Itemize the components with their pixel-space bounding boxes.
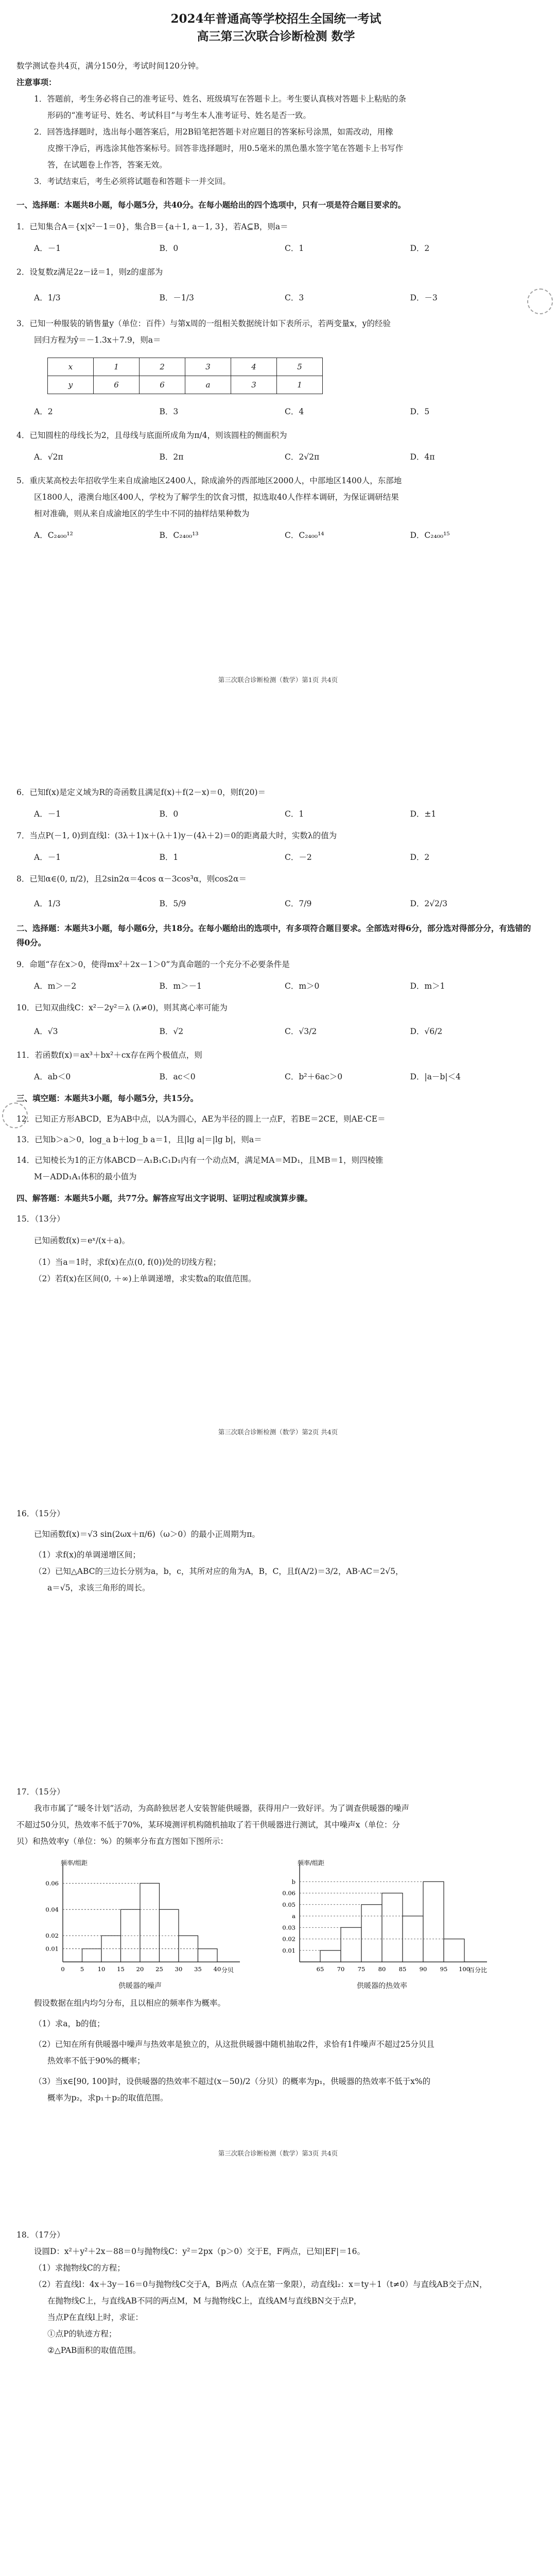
x-tick-label: 5 bbox=[80, 1965, 84, 1973]
question-8-options bbox=[34, 896, 535, 911]
page-footer: 第三次联合诊断检测（数学）第2页 共4页 bbox=[218, 1428, 338, 1436]
efficiency-histogram-svg bbox=[269, 1859, 495, 1977]
option: A．－1 bbox=[34, 244, 61, 253]
option: B．0 bbox=[159, 809, 179, 819]
note-2b: 皮擦干净后，再选涂其他答案标号。回答非选择题时，用0.5毫米的黑色墨水签字笔在答题卡上书写作 bbox=[47, 144, 404, 153]
question-11-options bbox=[34, 1070, 535, 1084]
option: B．－1/3 bbox=[159, 293, 194, 302]
option: A．√3 bbox=[34, 1027, 58, 1036]
option: A．－1 bbox=[34, 853, 61, 862]
question-17-part-3-cont: 概率为p₂，求p₁＋p₂的取值范围。 bbox=[47, 2093, 168, 2103]
x-axis-label: 分贝 bbox=[221, 1967, 234, 1974]
sales-data-table bbox=[47, 358, 323, 394]
y-tick-label: 0.06 bbox=[282, 1889, 296, 1897]
histogram-pair bbox=[32, 1859, 535, 1991]
x-tick-label: 40 bbox=[213, 1965, 221, 1973]
histogram-bar bbox=[444, 1939, 464, 1962]
table-cell: 1 bbox=[277, 376, 323, 394]
table-cell: 6 bbox=[140, 376, 185, 394]
table-cell: 1 bbox=[94, 358, 140, 376]
option: D．4π bbox=[410, 452, 435, 462]
option: A．√2π bbox=[34, 452, 63, 462]
option: B．m＞－1 bbox=[159, 981, 202, 991]
question-17-head: 17．（15分） bbox=[16, 1787, 65, 1797]
x-tick-label: 65 bbox=[316, 1965, 324, 1973]
section-3-heading: 三、填空题：本题共3小题，每小题5分，共15分。 bbox=[16, 1093, 199, 1103]
histogram-bar bbox=[82, 1949, 102, 1962]
y-tick-label: 0.04 bbox=[45, 1906, 59, 1913]
question-12: 12．已知正方形ABCD，E为AB中点，以A为圆心，AE为半径的圆上一点F，若BE＝2CE，则AE·CE＝ bbox=[16, 1114, 386, 1124]
question-7-options bbox=[34, 850, 535, 865]
question-17-stem-cont: 不超过50分贝，热效率不低于70%，某环境测评机构随机抽取了若干供暖器进行测试，其中噪声x（单位：分 bbox=[16, 1820, 400, 1829]
note-1b: 形码的“准考证号、姓名、考试科目”与考生本人准考证号、姓名是否一致。 bbox=[47, 111, 311, 120]
table-cell: 6 bbox=[94, 376, 140, 394]
option: D．2√2/3 bbox=[410, 899, 448, 908]
x-tick-label: 10 bbox=[97, 1965, 106, 1973]
efficiency-histogram bbox=[269, 1859, 495, 1991]
x-tick-label: 25 bbox=[155, 1965, 163, 1973]
question-18-part-2-cont2: 当点P在直线l上时，求证： bbox=[47, 2313, 143, 2322]
table-cell: 5 bbox=[277, 358, 323, 376]
question-16-stem: 已知函数f(x)＝√3 sin(2ωx＋π/6)（ω＞0）的最小正周期为π。 bbox=[34, 1530, 260, 1539]
question-11: 11．若函数f(x)＝ax³＋bx²＋cx存在两个极值点，则 bbox=[16, 1050, 202, 1060]
question-18-head: 18．（17分） bbox=[16, 2230, 65, 2240]
notes-label: 注意事项： bbox=[16, 77, 57, 87]
question-18-part-2-cont: 在抛物线C上，与直线AB不同的两点M，M 与抛物线C上，直线AM与直线BN交于点P， bbox=[47, 2296, 362, 2306]
option: C．2√2π bbox=[285, 452, 320, 462]
exam-page-4 bbox=[0, 2215, 556, 2576]
noise-histogram bbox=[32, 1859, 248, 1991]
question-9-options bbox=[34, 979, 535, 993]
table-cell: 2 bbox=[140, 358, 185, 376]
exam-subtitle: 高三第三次联合诊断检测 数学 bbox=[197, 29, 355, 43]
option: D．2 bbox=[410, 244, 430, 253]
question-16-head: 16．（15分） bbox=[16, 1509, 65, 1518]
option: C．4 bbox=[285, 407, 304, 416]
x-tick-label: 35 bbox=[194, 1965, 202, 1973]
option: C．m＞0 bbox=[285, 981, 320, 991]
option: B．C₂₄₀₀¹³ bbox=[159, 531, 199, 540]
x-tick-label: 30 bbox=[175, 1965, 183, 1973]
question-17-assumption: 假设数据在组内均匀分布，且以相应的频率作为概率。 bbox=[34, 1998, 226, 2008]
table-cell: 3 bbox=[231, 376, 277, 394]
histogram-bar bbox=[140, 1883, 160, 1962]
section-2-heading: 二、选择题：本题共3小题，每小题6分，共18分。在每小题给出的选项中，有多项符合题目要求。全部选对得6分，部分选对得部分分，有选错的得0分。 bbox=[16, 923, 531, 947]
option: B．0 bbox=[159, 244, 179, 253]
option: B．5/9 bbox=[159, 899, 186, 908]
option: C．－2 bbox=[285, 853, 312, 862]
note-2a: 2．回答选择题时，选出每小题答案后，用2B铅笔把答题卡对应题目的答案标号涂黑，如需改动，用橡 bbox=[34, 127, 393, 137]
binding-seal-icon bbox=[2, 1103, 28, 1128]
question-3-cont: 回归方程为ŷ＝－1.3x＋7.9，则a＝ bbox=[34, 335, 161, 345]
x-tick-label: 90 bbox=[419, 1965, 427, 1973]
histogram-bar bbox=[382, 1893, 403, 1962]
question-4: 4．已知圆柱的母线长为2，且母线与底面所成角为π/4，则该圆柱的侧面积为 bbox=[16, 431, 287, 440]
histogram-bar bbox=[341, 1927, 361, 1962]
question-17-part-3: （3）当x∈[90, 100]时，设供暖器的热效率不超过(x－50)/2（分贝）的概率为p₁，供暖器的热效率不低于x%的 bbox=[34, 2077, 431, 2086]
x-tick-label: 95 bbox=[440, 1965, 448, 1973]
option: C．3 bbox=[285, 293, 304, 302]
question-15-head: 15．（13分） bbox=[16, 1214, 65, 1224]
question-18-part-2: （2）若直线l：4x＋3y－16＝0与抛物线C交于A，B两点（A点在第一象限），动直线l₂：x＝ty＋1（t≠0）与直线AB交于点N， bbox=[34, 2280, 488, 2289]
table-row bbox=[48, 376, 323, 394]
option: A．－1 bbox=[34, 809, 61, 819]
option: D．－3 bbox=[410, 293, 438, 302]
option: A．2 bbox=[34, 407, 53, 416]
x-tick-label: 70 bbox=[337, 1965, 345, 1973]
table-cell: 3 bbox=[185, 358, 231, 376]
x-tick-label: 75 bbox=[357, 1965, 366, 1973]
option: D．C₂₄₀₀¹⁵ bbox=[410, 531, 450, 540]
x-tick-label: 100 bbox=[459, 1965, 470, 1973]
option: B．ac＜0 bbox=[159, 1072, 196, 1081]
question-10-options bbox=[34, 1024, 535, 1039]
question-1: 1．已知集合A＝{x|x²－1＝0}，集合B＝{a＋1, a－1, 3}，若A⊆B，则a＝ bbox=[16, 222, 288, 231]
table-cell: 4 bbox=[231, 358, 277, 376]
page-footer: 第三次联合诊断检测（数学）第1页 共4页 bbox=[218, 676, 338, 684]
x-axis-label: 百分比 bbox=[468, 1967, 488, 1974]
y-tick-label: b bbox=[291, 1878, 296, 1886]
histogram-bar bbox=[198, 1949, 218, 1962]
option: C．√3/2 bbox=[285, 1027, 317, 1036]
question-18-stem: 设圆D：x²＋y²＋2x－88＝0与抛物线C：y²＝2px（p＞0）交于E，F两点，已知|EF|＝16。 bbox=[34, 2247, 365, 2256]
question-4-options bbox=[34, 450, 535, 464]
option: A．m＞－2 bbox=[34, 981, 77, 991]
exam-page-3 bbox=[0, 1494, 556, 2164]
question-3-options bbox=[34, 404, 535, 419]
question-17-stem: 我市市属了“暖冬计划”活动，为高龄独居老人安装智能供暖器，获得用户一致好评。为了调查供暖器的噪声 bbox=[34, 1804, 409, 1813]
question-5: 5．重庆某高校去年招收学生来自成渝地区2400人，除成渝外的西部地区2000人，中部地区1400人，东部地 bbox=[16, 476, 402, 485]
question-6: 6．已知f(x)是定义域为R的奇函数且满足f(x)＋f(2－x)＝0，则f(20)＝ bbox=[16, 788, 266, 797]
question-2-options bbox=[34, 291, 535, 305]
histogram-bar bbox=[423, 1882, 444, 1962]
question-3: 3．已知一种服装的销售量y（单位：百件）与第x周的一组相关数据统计如下表所示，若两变量x，y的经验 bbox=[16, 319, 391, 328]
notes-intro: 数学测试卷共4页，满分150分，考试时间120分钟。 bbox=[16, 61, 204, 71]
question-1-options bbox=[34, 241, 535, 256]
question-16-part-2-cont: a＝√5，求该三角形的周长。 bbox=[47, 1583, 150, 1592]
question-17-part-1: （1）求a，b的值； bbox=[34, 2019, 105, 2028]
option: C．1 bbox=[285, 809, 304, 819]
histogram-bar bbox=[361, 1905, 382, 1962]
question-13: 13．已知b＞a＞0，log_a b＋log_b a＝1，且|lg a|＝|lg b|，则a＝ bbox=[16, 1135, 262, 1144]
y-tick-label: 0.03 bbox=[282, 1924, 296, 1931]
option: B．3 bbox=[159, 407, 179, 416]
y-tick-label: 0.05 bbox=[282, 1901, 296, 1908]
question-18-part-2-sub1: ①点P的轨迹方程； bbox=[47, 2329, 117, 2338]
option: A．C₂₄₀₀¹² bbox=[34, 531, 73, 540]
question-6-options bbox=[34, 807, 535, 821]
option: B．1 bbox=[159, 853, 179, 862]
note-3: 3．考试结束后，考生必须将试题卷和答题卡一并交回。 bbox=[34, 177, 231, 186]
noise-histogram-svg bbox=[32, 1859, 248, 1977]
question-9: 9．命题“存在x＞0，使得mx²＋2x－1＞0”为真命题的一个充分不必要条件是 bbox=[16, 960, 290, 969]
question-15-part-1: （1）当a＝1时，求f(x)在点(0, f(0))处的切线方程； bbox=[34, 1258, 221, 1267]
x-tick-label: 0 bbox=[61, 1965, 65, 1973]
y-tick-label: 0.01 bbox=[45, 1945, 59, 1953]
x-tick-label: 85 bbox=[398, 1965, 407, 1973]
question-17-stem-cont2: 贝）和热效率y（单位：%）的频率分布直方图如下图所示： bbox=[16, 1837, 228, 1846]
efficiency-histogram-caption: 供暖器的热效率 bbox=[357, 1982, 407, 1990]
table-cell: x bbox=[48, 358, 94, 376]
question-14: 14．已知棱长为1的正方体ABCD－A₁B₁C₁D₁内有一个动点M，满足MA＝MD₁，且MB＝1，则四棱锥 bbox=[16, 1156, 384, 1165]
question-5-cont: 区1800人，港澳台地区400人，学校为了解学生的饮食习惯，拟选取40人作样本调研，为保证调研结果 bbox=[34, 493, 399, 502]
y-axis-label: 频率/组距 bbox=[298, 1859, 325, 1867]
option: D．|a－b|＜4 bbox=[410, 1072, 461, 1081]
exam-page-1 bbox=[0, 0, 556, 696]
option: D．5 bbox=[410, 407, 430, 416]
y-axis-label: 频率/组距 bbox=[61, 1859, 88, 1867]
option: B．√2 bbox=[159, 1027, 184, 1036]
exam-page-2 bbox=[0, 773, 556, 1443]
option: A．1/3 bbox=[34, 293, 61, 302]
x-tick-label: 15 bbox=[117, 1965, 125, 1973]
option: D．m＞1 bbox=[410, 981, 445, 991]
question-5-options bbox=[34, 528, 535, 543]
table-row bbox=[48, 358, 323, 376]
question-2: 2．设复数z满足2z－iz̄＝1，则z的虚部为 bbox=[16, 267, 163, 277]
option: C．C₂₄₀₀¹⁴ bbox=[285, 531, 324, 540]
exam-title: 2024年普通高等学校招生全国统一考试 bbox=[170, 12, 381, 26]
noise-histogram-caption: 供暖器的噪声 bbox=[118, 1982, 162, 1990]
question-16-part-2: （2）已知△ABC的三边长分别为a，b，c，其所对应的角为A，B，C，且f(A/2)＝3/2，AB·AC＝2√5， bbox=[34, 1567, 404, 1576]
y-tick-label: a bbox=[292, 1912, 296, 1920]
question-15-stem: 已知函数f(x)＝eˣ/(x＋a)。 bbox=[34, 1236, 130, 1245]
question-10: 10．已知双曲线C：x²－2y²＝λ (λ≠0)，则其离心率可能为 bbox=[16, 1003, 228, 1012]
section-4-heading: 四、解答题：本题共5小题，共77分。解答应写出文字说明、证明过程或演算步骤。 bbox=[16, 1193, 312, 1203]
note-2c: 答，在试题卷上作答，答案无效。 bbox=[47, 160, 167, 170]
question-17-part-2-cont: 热效率不低于90%的概率； bbox=[47, 2056, 145, 2065]
option: B．2π bbox=[159, 452, 184, 462]
table-cell: y bbox=[48, 376, 94, 394]
question-8: 8．已知α∈(0, π/2)，且2sin2α＝4cos α－3cos³α，则cos2α＝ bbox=[16, 874, 247, 884]
option: C．b²＋6ac＞0 bbox=[285, 1072, 343, 1081]
question-17-part-2: （2）已知在所有供暖器中噪声与热效率是独立的，从这批供暖器中随机抽取2件，求恰有1件噪声不超过25分贝且 bbox=[34, 2040, 435, 2049]
option: C．7/9 bbox=[285, 899, 312, 908]
question-16-part-1: （1）求f(x)的单调递增区间； bbox=[34, 1550, 141, 1560]
table-cell: a bbox=[185, 376, 231, 394]
question-18-part-2-sub2: ②△PAB面积的取值范围。 bbox=[47, 2346, 141, 2355]
section-1-heading: 一、选择题：本题共8小题，每小题5分，共40分。在每小题给出的四个选项中，只有一项是符合题目要求的。 bbox=[16, 200, 406, 210]
y-tick-label: 0.06 bbox=[45, 1879, 59, 1887]
question-15-part-2: （2）若f(x)在区间(0, ＋∞)上单调递增，求实数a的取值范围。 bbox=[34, 1274, 256, 1283]
option: A．ab＜0 bbox=[34, 1072, 71, 1081]
question-7: 7．当点P(－1, 0)到直线l：(3λ＋1)x＋(λ＋1)y－(4λ＋2)＝0的距离最大时，实数λ的值为 bbox=[16, 831, 337, 840]
option: C．1 bbox=[285, 244, 304, 253]
binding-seal-icon bbox=[527, 289, 553, 314]
note-1a: 1．答题前，考生务必将自己的准考证号、姓名、班级填写在答题卡上。考生要认真核对答题卡上粘贴的条 bbox=[34, 94, 406, 104]
x-tick-label: 20 bbox=[136, 1965, 144, 1973]
option: A．1/3 bbox=[34, 899, 61, 908]
option: D．±1 bbox=[410, 809, 437, 819]
question-14-cont: M－ADD₁A₁体积的最小值为 bbox=[34, 1172, 137, 1181]
page-footer: 第三次联合诊断检测（数学）第3页 共4页 bbox=[218, 2149, 338, 2157]
question-18-part-1: （1）求抛物线C的方程； bbox=[34, 2263, 125, 2273]
y-tick-label: 0.02 bbox=[45, 1932, 59, 1940]
x-tick-label: 80 bbox=[378, 1965, 386, 1973]
histogram-bar bbox=[320, 1951, 341, 1962]
question-5-cont2: 相对准确，则从来自成渝地区的学生中不同的抽样结果种数为 bbox=[34, 509, 250, 518]
option: D．√6/2 bbox=[410, 1027, 443, 1036]
y-tick-label: 0.01 bbox=[282, 1946, 296, 1954]
y-tick-label: 0.02 bbox=[282, 1935, 296, 1943]
option: D．2 bbox=[410, 853, 430, 862]
